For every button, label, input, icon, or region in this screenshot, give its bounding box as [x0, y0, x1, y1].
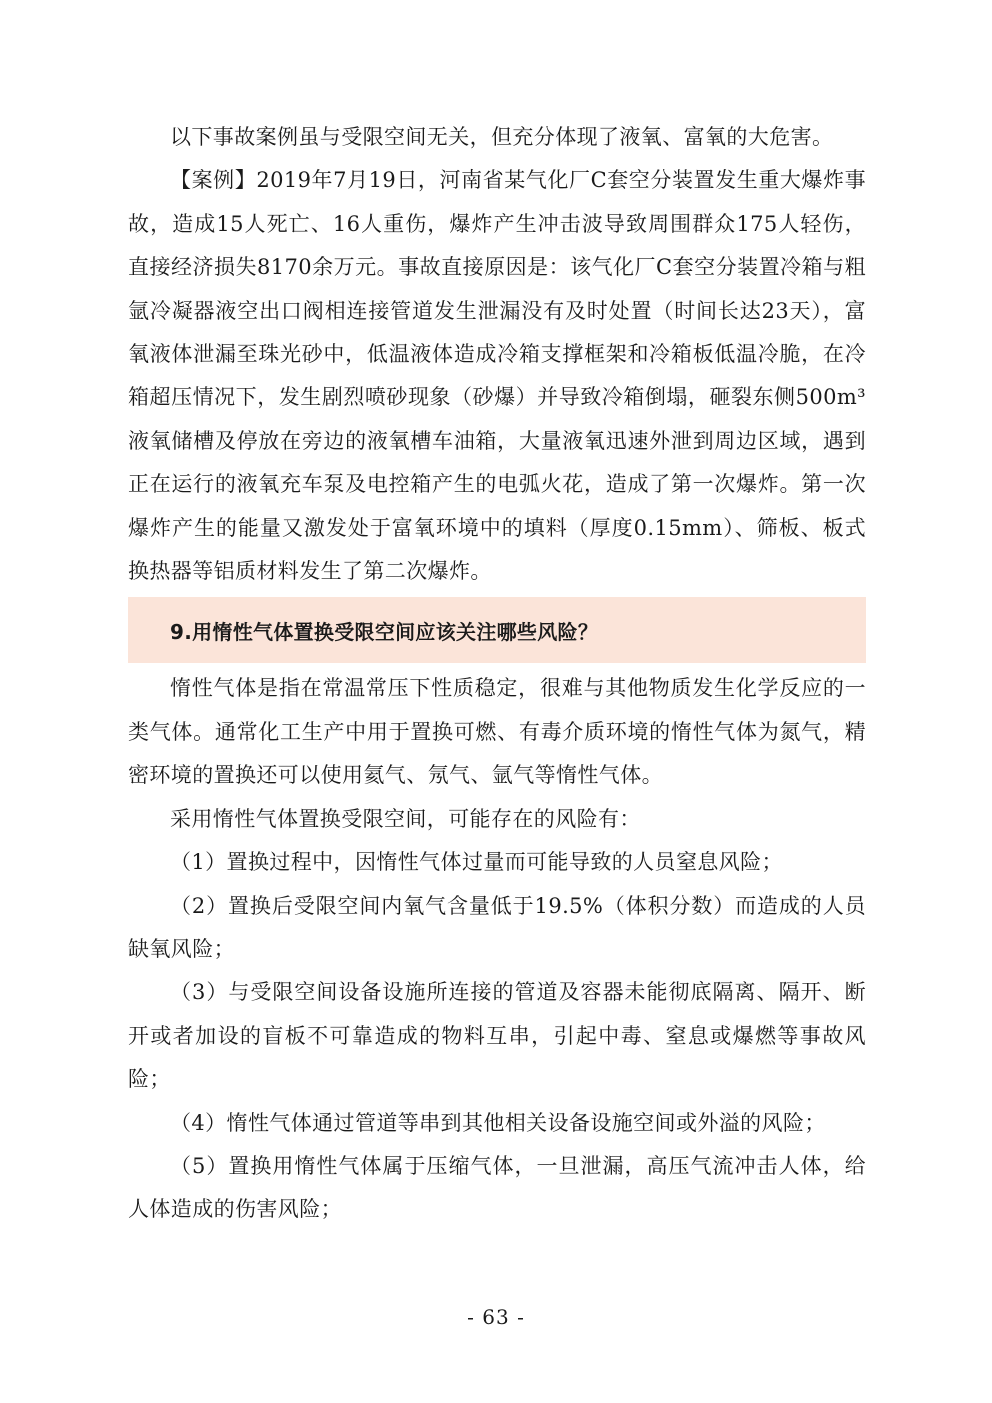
intro-paragraph: 以下事故案例虽与受限空间无关，但充分体现了液氧、富氧的大危害。: [170, 125, 834, 149]
page-number: - 63 -: [467, 1305, 525, 1329]
risk-intro-paragraph: 采用惰性气体置换受限空间，可能存在的风险有：: [170, 806, 641, 831]
section-heading: 9.用惰性气体置换受限空间应该关注哪些风险？: [170, 619, 599, 644]
risk-item-5: （5）置换用惰性气体属于压缩气体，一旦泄漏，高压气流冲击人体，给人体造成的伤害风险；: [128, 1153, 866, 1222]
risk-item-1: （1）置换过程中，因惰性气体过量而可能导致的人员窒息风险；: [170, 850, 783, 875]
definition-paragraph: 惰性气体是指在常温常压下性质稳定，很难与其他物质发生化学反应的一类气体。通常化工生产中用于置换可燃、有毒介质环境的惰性气体为氮气，精密环境的置换还可以使用氦气、氖气、氩气等惰性气体。: [128, 676, 866, 788]
case-paragraph: 【案例】2019年7月19日，河南省某气化厂C套空分装置发生重大爆炸事故，造成15人死亡、16人重伤，爆炸产生冲击波导致周围群众175人轻伤，直接经济损失8170余万元。事故直接原因是：该气化厂C套空分装置冷箱与粗氩冷凝器液空出口阀相连接管道发生泄漏没有及时处置（时间长达23天），富氧液体泄漏至珠光砂中，低温液体造成冷箱支撑框架和冷箱板低温冷脆，在冷箱超压情况下，发生剧烈喷砂现象（砂爆）并导致冷箱倒塌，砸裂东侧500m³液氧储槽及停放在旁边的液氧槽车油箱，大量液氧迅速外泄到周边区域，遇到正在运行的液氧充车泵及电控箱产生的电弧火花，造成了第一次爆炸。第一次爆炸产生的能量又激发处于富氧环境中的填料（厚度0.15mm）、筛板、板式换热器等铝质材料发生了第二次爆炸。: [128, 168, 866, 584]
section-heading-band: [128, 597, 866, 663]
page-content: [128, 116, 866, 1232]
risk-item-2: （2）置换后受限空间内氧气含量低于19.5%（体积分数）而造成的人员缺氧风险；: [128, 893, 866, 961]
risk-item-4: （4）惰性气体通过管道等串到其他相关设备设施空间或外溢的风险；: [170, 1110, 826, 1135]
risk-item-3: （3）与受限空间设备设施所连接的管道及容器未能彻底隔离、隔开、断开或者加设的盲板不可靠造成的物料互串，引起中毒、窒息或爆燃等事故风险；: [128, 980, 866, 1092]
